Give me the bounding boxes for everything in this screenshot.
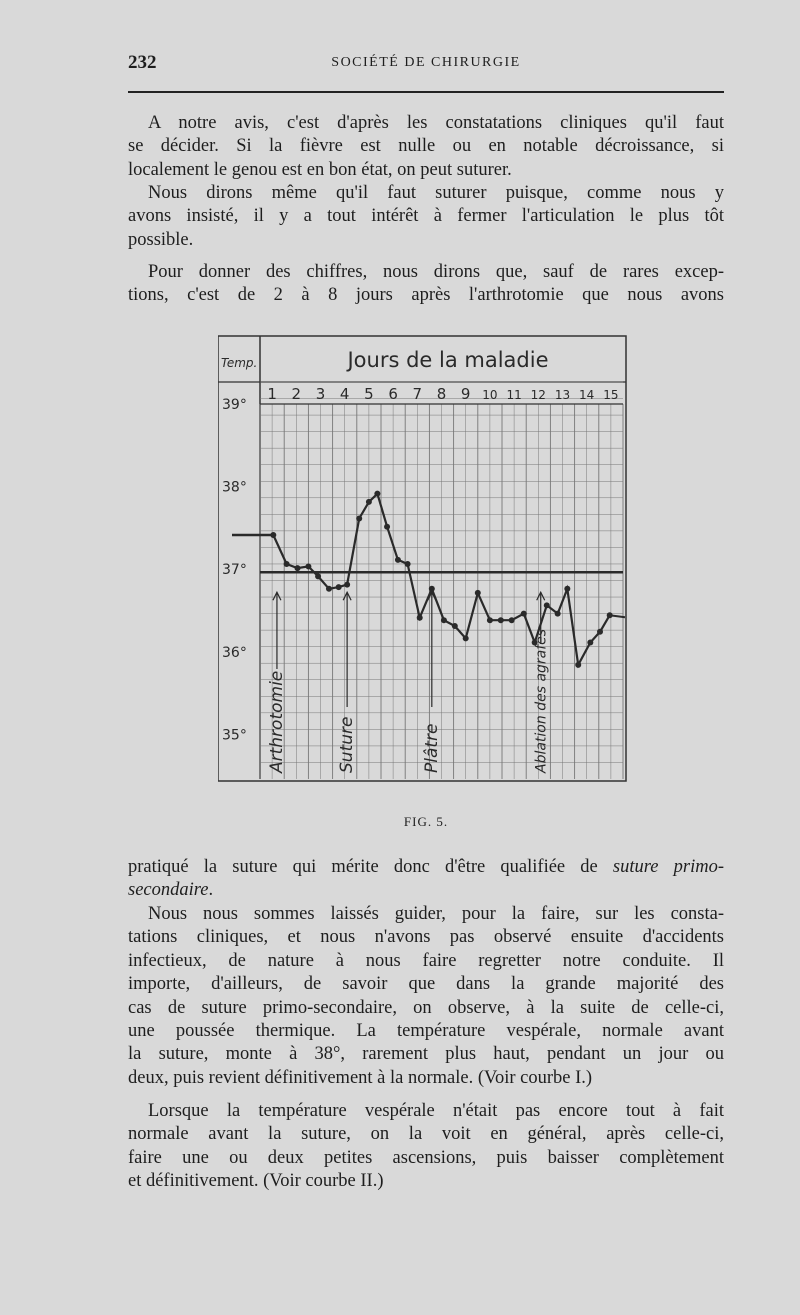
data-point xyxy=(344,582,350,588)
data-point xyxy=(374,491,380,497)
day-label: 14 xyxy=(579,388,595,402)
text-line xyxy=(128,879,724,902)
data-point xyxy=(384,524,390,530)
text-line xyxy=(128,856,724,879)
data-point xyxy=(441,617,447,623)
text-line: cas de suture primo-secondaire, on observe, à la suite de celle-ci, xyxy=(128,997,724,1018)
data-point xyxy=(463,635,469,641)
day-label: 15 xyxy=(603,388,619,402)
caption-text: IG. 5. xyxy=(412,814,449,829)
data-point xyxy=(544,602,550,608)
y-tick-label: 35° xyxy=(222,727,247,744)
day-label: 10 xyxy=(482,388,498,402)
data-point xyxy=(356,515,362,521)
event-annotation: Suture xyxy=(337,716,358,773)
day-label: 3 xyxy=(315,385,326,403)
text-line: tions, c'est de 2 à 8 jours après l'arthrotomie que nous avons xyxy=(128,285,724,306)
data-point xyxy=(498,617,504,623)
day-label: 11 xyxy=(506,388,522,402)
day-label: 8 xyxy=(436,385,447,403)
text-line: normale avant la suture, on la voit en général, après celle-ci, xyxy=(128,1124,724,1145)
day-label: 12 xyxy=(530,388,546,402)
data-point xyxy=(597,629,603,635)
data-point xyxy=(575,662,581,668)
text-line: Nous nous sommes laissés guider, pour la faire, sur les consta- xyxy=(148,904,724,924)
text-line: importe, d'ailleurs, de savoir que dans la grande majorité des xyxy=(128,974,724,995)
data-point xyxy=(270,532,276,538)
figure-caption xyxy=(128,814,724,830)
day-label: 1 xyxy=(267,385,277,403)
data-point xyxy=(521,611,527,617)
paragraph xyxy=(128,1100,724,1194)
data-point xyxy=(315,573,321,579)
day-label: 13 xyxy=(554,388,571,402)
data-point xyxy=(366,499,372,505)
data-point xyxy=(336,584,342,590)
running-title: SOCIÉTÉ DE CHIRURGIE xyxy=(331,55,521,70)
data-point xyxy=(295,565,301,571)
data-point xyxy=(555,611,561,617)
day-label: 4 xyxy=(339,385,350,403)
data-point xyxy=(417,615,423,621)
header-rule xyxy=(128,91,724,93)
italic-term: suture primo- xyxy=(612,857,724,877)
text-line: et définitivement. (Voir courbe II.) xyxy=(128,1171,384,1192)
paragraph xyxy=(128,182,724,252)
data-point xyxy=(326,586,332,592)
text-line: Lorsque la température vespérale n'était pas encore tout à fait xyxy=(148,1101,724,1121)
text-run: . xyxy=(208,880,214,901)
y-axis-label: Temp. xyxy=(221,356,258,370)
y-tick-label: 38° xyxy=(222,479,247,496)
day-label: 2 xyxy=(291,385,302,403)
text-line: se décider. Si la fièvre est nulle ou en notable décroissance, si xyxy=(128,136,724,157)
data-point xyxy=(429,586,435,592)
event-annotation: Ablation des agrafes xyxy=(533,628,550,773)
data-point xyxy=(305,563,311,569)
text-line: une poussée thermique. La température vespérale, normale avant xyxy=(128,1021,724,1042)
text-line: avons insisté, il y a tout intérêt à fermer l'articulation le plus tôt xyxy=(128,206,724,227)
paragraph xyxy=(128,261,724,308)
y-tick-label: 36° xyxy=(222,644,247,661)
text-line: Nous dirons même qu'il faut suturer puisque, comme nous y xyxy=(148,183,724,203)
data-point xyxy=(452,623,458,629)
italic-term: secondaire xyxy=(128,880,209,901)
day-label: 5 xyxy=(364,385,374,403)
day-label: 7 xyxy=(412,385,423,403)
text-line: A notre avis, c'est d'après les constatations cliniques qu'il faut xyxy=(148,113,724,133)
text-line: faire une ou deux petites ascensions, puis baisser complètement xyxy=(128,1147,724,1168)
paragraph xyxy=(128,112,724,182)
text-run: pratiqué la suture qui mérite donc d'être qualifiée de xyxy=(128,857,598,877)
text-line: tations cliniques, et nous n'avons pas observé ensuite d'accidents xyxy=(128,927,724,948)
running-header xyxy=(128,52,724,76)
data-point xyxy=(284,561,290,567)
data-point xyxy=(487,617,493,623)
paragraph xyxy=(128,856,724,903)
paragraph xyxy=(128,903,724,1090)
text-line: Pour donner des chiffres, nous dirons que, sauf de rares excep- xyxy=(148,262,724,282)
text-line: la suture, monte à 38°, rarement plus haut, pendant un jour ou xyxy=(128,1044,724,1065)
data-point xyxy=(587,640,593,646)
data-point xyxy=(405,561,411,567)
event-annotation: Plâtre xyxy=(421,723,442,773)
text-line: deux, puis revient définitivement à la normale. (Voir courbe I.) xyxy=(128,1067,593,1088)
data-point xyxy=(475,590,481,596)
day-label: 6 xyxy=(388,385,398,403)
data-point xyxy=(395,557,401,563)
y-tick-label: 39° xyxy=(222,396,247,413)
chart-title: Jours de la maladie xyxy=(347,348,549,372)
event-annotation: Arthrotomie xyxy=(266,670,287,773)
text-line: possible. xyxy=(128,229,194,250)
page-number: 232 xyxy=(128,52,157,73)
y-tick-label: 37° xyxy=(222,562,247,579)
day-label: 9 xyxy=(460,385,471,403)
temperature-chart xyxy=(218,334,628,784)
text-line: infectieux, de nature à nous faire regretter notre conduite. Il xyxy=(128,950,724,971)
data-point xyxy=(509,617,515,623)
caption-prefix: F xyxy=(403,814,413,829)
data-point xyxy=(564,586,570,592)
text-line: localement le genou est en bon état, on peut suturer. xyxy=(128,159,512,180)
